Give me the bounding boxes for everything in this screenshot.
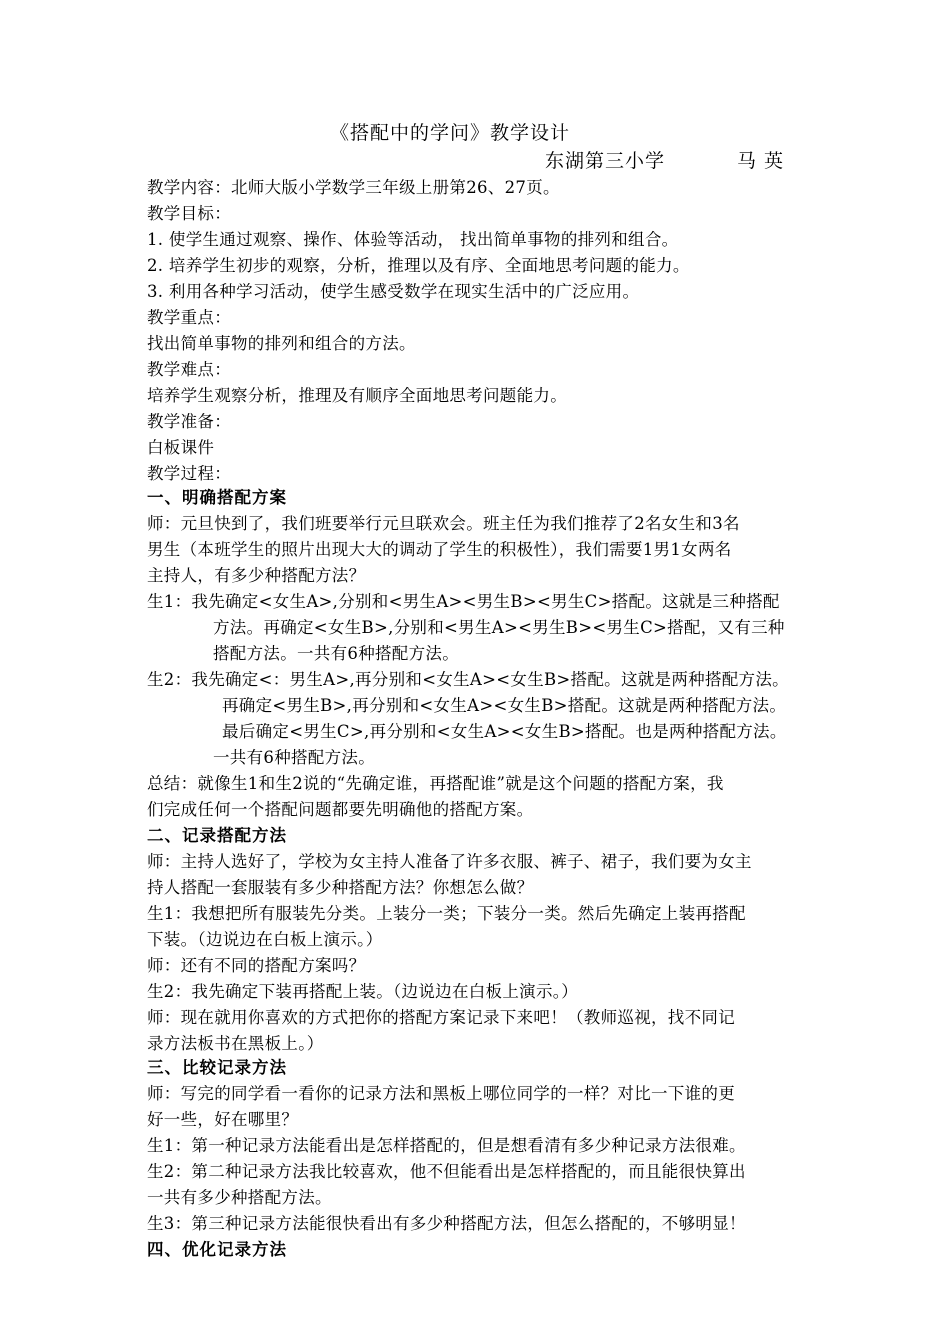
goal-item: 1. 使学生通过观察、操作、体验等活动， 找出简单事物的排列和组合。: [147, 230, 679, 249]
paragraph-line: 师：元旦快到了，我们班要举行元旦联欢会。班主任为我们推荐了2名女生和3名: [147, 514, 740, 533]
author-line: [545, 148, 784, 174]
paragraph-line: 方法。再确定<女生B>,分别和<男生A><男生B><男生C>搭配，又有三种: [213, 618, 785, 637]
section-label: 教学重点：: [147, 308, 231, 327]
paragraph-line: 白板课件: [147, 438, 215, 457]
school-name: 东湖第三小学: [545, 150, 666, 172]
paragraph-line: 主持人，有多少种搭配方法？: [147, 566, 366, 585]
section-label: 教学难点：: [147, 360, 231, 379]
paragraph-line: 生1：第一种记录方法能看出是怎样搭配的，但是想看清有多少种记录方法很难。: [147, 1136, 746, 1155]
paragraph-line: 录方法板书在黑板上。）: [147, 1034, 324, 1053]
author-name: 马 英: [737, 150, 785, 172]
section-heading: 一、明确搭配方案: [147, 488, 287, 507]
paragraph-line: 总结：就像生1和生2说的“先确定谁，再搭配谁”就是这个问题的搭配方案，我: [147, 774, 724, 793]
paragraph-line: 好一些，好在哪里？: [147, 1110, 299, 1129]
paragraph-line: 找出简单事物的排列和组合的方法。: [147, 334, 416, 353]
paragraph-line: 持人搭配一套服装有多少种搭配方法？你想怎么做？: [147, 878, 534, 897]
paragraph-line: 生2：我先确定下装再搭配上装。（边说边在白板上演示。）: [147, 982, 579, 1001]
paragraph-line: 一共有6种搭配方法。: [213, 748, 375, 767]
section-label: 教学过程：: [147, 464, 231, 483]
goal-item: 2. 培养学生初步的观察，分析，推理以及有序、全面地思考问题的能力。: [147, 256, 690, 275]
goal-item: 3. 利用各种学习活动，使学生感受数学在现实生活中的广泛应用。: [147, 282, 640, 301]
section-label: 教学准备：: [147, 412, 231, 431]
paragraph-line: 生1：我想把所有服装先分类。上装分一类；下装分一类。然后先确定上装再搭配: [147, 904, 746, 923]
paragraph-line: 生3：第三种记录方法能很快看出有多少种搭配方法，但怎么搭配的，不够明显！: [147, 1214, 746, 1233]
paragraph-line: 培养学生观察分析，推理及有顺序全面地思考问题能力。: [147, 386, 567, 405]
paragraph-line: 最后确定<男生C>,再分别和<女生A><女生B>搭配。也是两种搭配方法。: [222, 722, 787, 741]
paragraph-line: 男生（本班学生的照片出现大大的调动了学生的积极性），我们需要1男1女两名: [147, 540, 732, 559]
paragraph-line: 师：写完的同学看一看你的记录方法和黑板上哪位同学的一样？对比一下谁的更: [147, 1084, 735, 1103]
section-label: 教学目标：: [147, 204, 231, 223]
paragraph-line: 师：主持人选好了，学校为女主持人准备了许多衣服、裤子、裙子，我们要为女主: [147, 852, 752, 871]
paragraph-line: 们完成任何一个搭配问题都要先明确他的搭配方案。: [147, 800, 534, 819]
paragraph-line: 师：还有不同的搭配方案吗？: [147, 956, 366, 975]
paragraph-line: 师：现在就用你喜欢的方式把你的搭配方案记录下来吧！（教师巡视，找不同记: [147, 1008, 735, 1027]
paragraph-line: 生2：第二种记录方法我比较喜欢，他不但能看出是怎样搭配的，而且能很快算出: [147, 1162, 746, 1181]
paragraph-line: 下装。（边说边在白板上演示。）: [147, 930, 383, 949]
section-heading: 二、记录搭配方法: [147, 826, 287, 845]
paragraph-line: 再确定<男生B>,再分别和<女生A><女生B>搭配。这就是两种搭配方法。: [222, 696, 787, 715]
paragraph-line: 一共有多少种搭配方法。: [147, 1188, 332, 1207]
paragraph-line: 搭配方法。一共有6种搭配方法。: [213, 644, 459, 663]
document-title: 《搭配中的学问》教学设计: [330, 122, 571, 144]
teaching-content: 教学内容：北师大版小学数学三年级上册第26、27页。: [147, 178, 560, 197]
section-heading: 三、比较记录方法: [147, 1058, 287, 1077]
section-heading: 四、优化记录方法: [147, 1240, 287, 1259]
paragraph-line: 生1：我先确定<女生A>,分别和<男生A><男生B><男生C>搭配。这就是三种搭配: [147, 592, 780, 611]
paragraph-line: 生2：我先确定<：男生A>,再分别和<女生A><女生B>搭配。这就是两种搭配方法。: [147, 670, 789, 689]
